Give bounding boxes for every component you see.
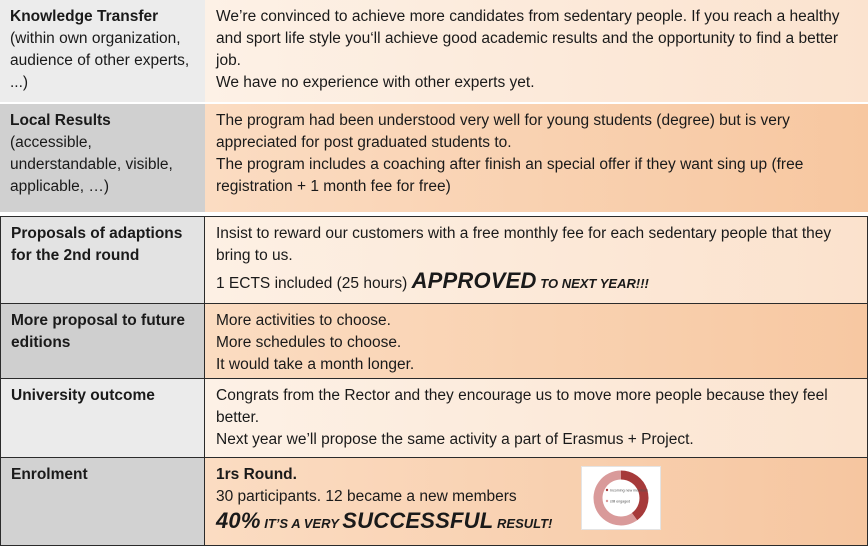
- row-label: [0, 458, 205, 545]
- row-label: [0, 217, 205, 303]
- row-knowledge-transfer: [0, 0, 868, 102]
- legend-marker: [606, 500, 608, 502]
- row-label-title: Enrolment: [11, 466, 88, 483]
- result-line: [216, 510, 859, 535]
- ects-text: 1 ECTS included (25 hours): [216, 275, 412, 292]
- round-label: 1rs Round.: [216, 466, 297, 483]
- row-label-title: More proposal to future editions: [11, 312, 185, 351]
- value-line: More activities to choose.: [216, 312, 391, 329]
- result-successful: SUCCESSFUL: [342, 508, 494, 533]
- row-label-title: University outcome: [11, 387, 155, 404]
- row-value: [205, 0, 868, 102]
- row-value: [205, 458, 868, 545]
- row-label-subtitle: (within own organization, audience of other experts, ...): [10, 30, 190, 91]
- row-label: [0, 304, 205, 378]
- result-percent: 40%: [216, 508, 261, 533]
- donut-slice: [598, 475, 635, 521]
- approved-tail: TO NEXT YEAR!!!: [536, 276, 649, 291]
- value-line: We have no experience with other experts yet.: [216, 74, 535, 91]
- value-line: Congrats from the Rector and they encourage us to move more people because they feel better.: [216, 387, 828, 426]
- result-tail-b: RESULT!: [493, 516, 553, 531]
- value-line: The program includes a coaching after finish an special offer if they want sing up (free registration + 1 month fee for free): [216, 156, 804, 195]
- row-label: [0, 0, 205, 102]
- row-label-subtitle: (accessible, understandable, visible, applicable, …): [10, 134, 173, 195]
- row-value: [205, 304, 868, 378]
- row-more-proposal: [0, 303, 868, 379]
- ects-line: [216, 270, 859, 295]
- row-proposals-2nd-round: [0, 216, 868, 304]
- row-label-title: Knowledge Transfer: [10, 8, 159, 25]
- legend-marker: [606, 489, 608, 491]
- value-line: More schedules to choose.: [216, 334, 402, 351]
- row-label: [0, 379, 205, 457]
- row-university-outcome: [0, 378, 868, 458]
- row-value: [205, 217, 868, 303]
- legend-label: Incoming new members: [610, 488, 649, 493]
- value-line: Insist to reward our customers with a free monthly fee for each sedentary people that they bring to us.: [216, 225, 832, 264]
- row-local-results: [0, 104, 868, 212]
- legend-label: still engaged: [610, 499, 631, 504]
- donut-svg: [582, 467, 660, 529]
- row-label-title: Proposals of adaptions for the 2nd round: [11, 225, 183, 264]
- result-tail-a: IT’S A VERY: [260, 516, 343, 531]
- value-line: It would take a month longer.: [216, 356, 415, 373]
- donut-slice: [621, 475, 644, 517]
- value-line: The program had been understood very well for young students (degree) but is very appreciated for post graduated students to.: [216, 112, 790, 151]
- enrolment-donut-chart: [581, 466, 661, 530]
- row-label: [0, 104, 205, 212]
- value-line: We’re convinced to achieve more candidates from sedentary people. If you reach a healthy and sport life style you‘ll achieve good academic results and the opportunity to find a better job.: [216, 8, 840, 69]
- participants-line: 30 participants. 12 became a new members: [216, 488, 517, 505]
- value-line: Next year we’ll propose the same activity a part of Erasmus + Project.: [216, 431, 694, 448]
- row-enrolment: [0, 457, 868, 546]
- row-value: [205, 104, 868, 212]
- approved-highlight: APPROVED: [411, 268, 537, 293]
- row-label-title: Local Results: [10, 112, 111, 129]
- row-value: [205, 379, 868, 457]
